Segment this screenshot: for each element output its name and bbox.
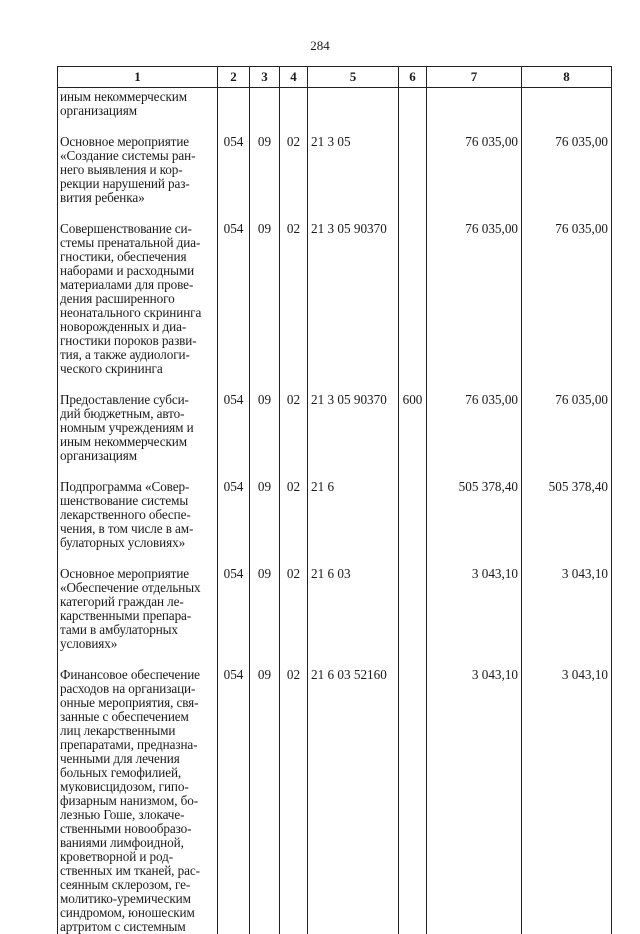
column-header: 2: [218, 67, 250, 88]
amount-plan-1: 76 035,00: [427, 135, 522, 222]
ministry-code: 054: [218, 567, 250, 668]
amount-plan-1: [427, 88, 522, 136]
table-row: [58, 668, 612, 934]
subsection-code: 02: [280, 480, 308, 567]
amount-plan-1: 3 043,10: [427, 567, 522, 668]
target-code: 21 3 05: [308, 135, 399, 222]
target-code: 21 6: [308, 480, 399, 567]
expense-type-code: 600: [399, 393, 427, 480]
column-header: 8: [522, 67, 612, 88]
expense-type-code: [399, 135, 427, 222]
subsection-code: 02: [280, 567, 308, 668]
header-row: [58, 67, 612, 88]
table-row: [58, 567, 612, 668]
column-header: 4: [280, 67, 308, 88]
amount-plan-2: 76 035,00: [522, 135, 612, 222]
column-header: 1: [58, 67, 218, 88]
column-header: 7: [427, 67, 522, 88]
target-code: 21 6 03: [308, 567, 399, 668]
section-code: 09: [250, 393, 280, 480]
table-row: [58, 480, 612, 567]
amount-plan-1: 76 035,00: [427, 393, 522, 480]
ministry-code: 054: [218, 668, 250, 934]
section-code: 09: [250, 135, 280, 222]
table-row: [58, 393, 612, 480]
expense-type-code: [399, 480, 427, 567]
item-name: Основное мероприятие «Создание системы ран- него выявления и кор- рекции нарушений раз- вития ребенка»: [58, 135, 218, 222]
amount-plan-2: 505 378,40: [522, 480, 612, 567]
section-code: [250, 88, 280, 136]
budget-table: [57, 66, 612, 934]
column-header: 6: [399, 67, 427, 88]
subsection-code: 02: [280, 393, 308, 480]
subsection-code: 02: [280, 135, 308, 222]
item-name: иным некоммерческим организациям: [58, 88, 218, 136]
table-row: [58, 88, 612, 136]
subsection-code: 02: [280, 222, 308, 393]
expense-type-code: [399, 88, 427, 136]
ministry-code: 054: [218, 393, 250, 480]
target-code: 21 6 03 52160: [308, 668, 399, 934]
amount-plan-1: 76 035,00: [427, 222, 522, 393]
page-number: 284: [310, 38, 330, 53]
ministry-code: 054: [218, 135, 250, 222]
amount-plan-2: [522, 88, 612, 136]
item-name: Предоставление субси- дий бюджетным, авто- номным учреждениям и иным некоммерческим организациям: [58, 393, 218, 480]
section-code: 09: [250, 222, 280, 393]
expense-type-code: [399, 567, 427, 668]
section-code: 09: [250, 480, 280, 567]
ministry-code: [218, 88, 250, 136]
target-code: [308, 88, 399, 136]
expense-type-code: [399, 222, 427, 393]
target-code: 21 3 05 90370: [308, 222, 399, 393]
amount-plan-2: 3 043,10: [522, 567, 612, 668]
target-code: 21 3 05 90370: [308, 393, 399, 480]
section-code: 09: [250, 567, 280, 668]
expense-type-code: [399, 668, 427, 934]
subsection-code: [280, 88, 308, 136]
table-row: [58, 222, 612, 393]
ministry-code: 054: [218, 480, 250, 567]
section-code: 09: [250, 668, 280, 934]
amount-plan-2: 76 035,00: [522, 222, 612, 393]
subsection-code: 02: [280, 668, 308, 934]
item-name: Совершенствование си- стемы пренатальной диа- гностики, обеспечения наборами и расходными материалами для прове- дения расширенного неонатального скрининга новорожденных и диа- гностики пороков разви- тия, а также аудиологи- ческого скрининга: [58, 222, 218, 393]
item-name: Финансовое обеспечение расходов на организаци- онные мероприятия, свя- занные с обеспечением лиц лекарственными препаратами, предназна- ченными для лечения больных гемофилией, муковисцидозом, гипо- физарным нанизмом, бо- лезнью Гоше, злокаче- ственными новообразо- ваниями лимфоидной, кроветворной и род- ственных им тканей, рас- сеянным склерозом, ге- молитико-уремическим синдромом, юношеским артритом с системным: [58, 668, 218, 934]
ministry-code: 054: [218, 222, 250, 393]
amount-plan-2: 3 043,10: [522, 668, 612, 934]
table-row: [58, 135, 612, 222]
item-name: Основное мероприятие «Обеспечение отдельных категорий граждан ле- карственными препара- тами в амбулаторных условиях»: [58, 567, 218, 668]
amount-plan-2: 76 035,00: [522, 393, 612, 480]
amount-plan-1: 3 043,10: [427, 668, 522, 934]
column-header: 5: [308, 67, 399, 88]
item-name: Подпрограмма «Совер- шенствование системы лекарственного обеспе- чения, в том числе в ам- булаторных условиях»: [58, 480, 218, 567]
column-header: 3: [250, 67, 280, 88]
amount-plan-1: 505 378,40: [427, 480, 522, 567]
